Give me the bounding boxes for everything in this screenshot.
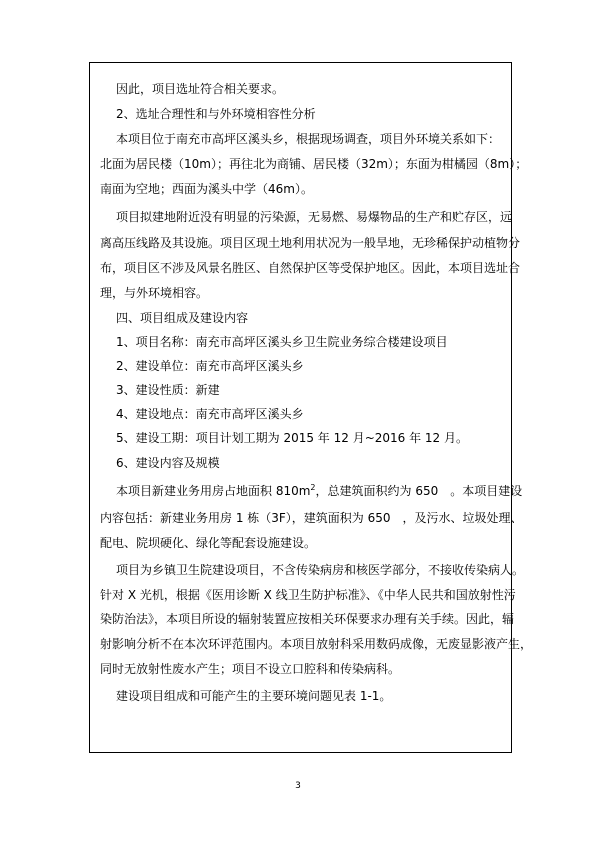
paragraph-line: 离高压线路及其设施。项目区现土地利用状况为一般旱地，无珍稀保护动植物分	[100, 236, 521, 250]
paragraph-line	[116, 484, 522, 498]
paragraph-line: 染防治法》，本项目所设的辐射装置应按相关环保要求办理有关手续。因此，辐	[100, 612, 515, 626]
line-text: 本项目新建业务用房占地面积 810m	[116, 484, 311, 498]
paragraph-line: 理，与外环境相容。	[100, 286, 209, 300]
section-heading: 6、建设内容及规模	[116, 456, 220, 470]
paragraph-line: 布，项目区不涉及风景名胜区、自然保护区等受保护地区。因此，本项目选址合	[100, 261, 521, 275]
list-item: 5、建设工期：项目计划工期为 2015 年 12 月~2016 年 12 月。	[116, 431, 469, 445]
paragraph-line: 同时无放射性废水产生；项目不设立口腔科和传染病科。	[100, 662, 401, 676]
list-item: 2、建设单位：南充市高坪区溪头乡	[116, 359, 304, 373]
paragraph-line: 本项目位于南充市高坪区溪头乡，根据现场调查，项目外环境关系如下：	[116, 132, 501, 146]
list-item: 4、建设地点：南充市高坪区溪头乡	[116, 407, 304, 421]
list-item: 1、项目名称：南充市高坪区溪头乡卫生院业务综合楼建设项目	[116, 335, 448, 349]
paragraph-line: 项目拟建地附近没有明显的污染源，无易燃、易爆物品的生产和贮存区，远	[116, 210, 513, 224]
paragraph-line: 项目为乡镇卫生院建设项目，不含传染病房和核医学部分，不接收传染病人。	[116, 563, 525, 577]
paragraph-line: 配电、院坝硬化、绿化等配套设施建设。	[100, 536, 317, 550]
paragraph-line: 内容包括：新建业务用房 1 栋（3F），建筑面积为 650 ，及污水、垃圾处理、	[100, 511, 523, 525]
paragraph-line: 针对 X 光机，根据《医用诊断 X 线卫生防护标准》、《中华人民共和国放射性污	[100, 588, 516, 602]
section-heading: 四、项目组成及建设内容	[116, 311, 249, 325]
section-heading: 2、选址合理性和与外环境相容性分析	[116, 107, 316, 121]
superscript: 2	[310, 483, 316, 492]
paragraph-line: 因此，项目选址符合相关要求。	[116, 82, 285, 96]
paragraph-line: 射影响分析不在本次环评范围内。本项目放射科采用数码成像，无废显影液产生，	[100, 637, 533, 651]
paragraph-line: 南面为空地；西面为溪头中学（46m）。	[100, 182, 313, 196]
page-number: 3	[295, 781, 301, 791]
line-text: ，总建筑面积约为 650 。本项目建设	[315, 484, 523, 498]
paragraph-line: 北面为居民楼（10m）；再往北为商铺、居民楼（32m）；东面为柑橘园（8m）；	[100, 157, 528, 171]
list-item: 3、建设性质：新建	[116, 383, 220, 397]
paragraph-line: 建设项目组成和可能产生的主要环境问题见表 1-1。	[116, 689, 392, 703]
